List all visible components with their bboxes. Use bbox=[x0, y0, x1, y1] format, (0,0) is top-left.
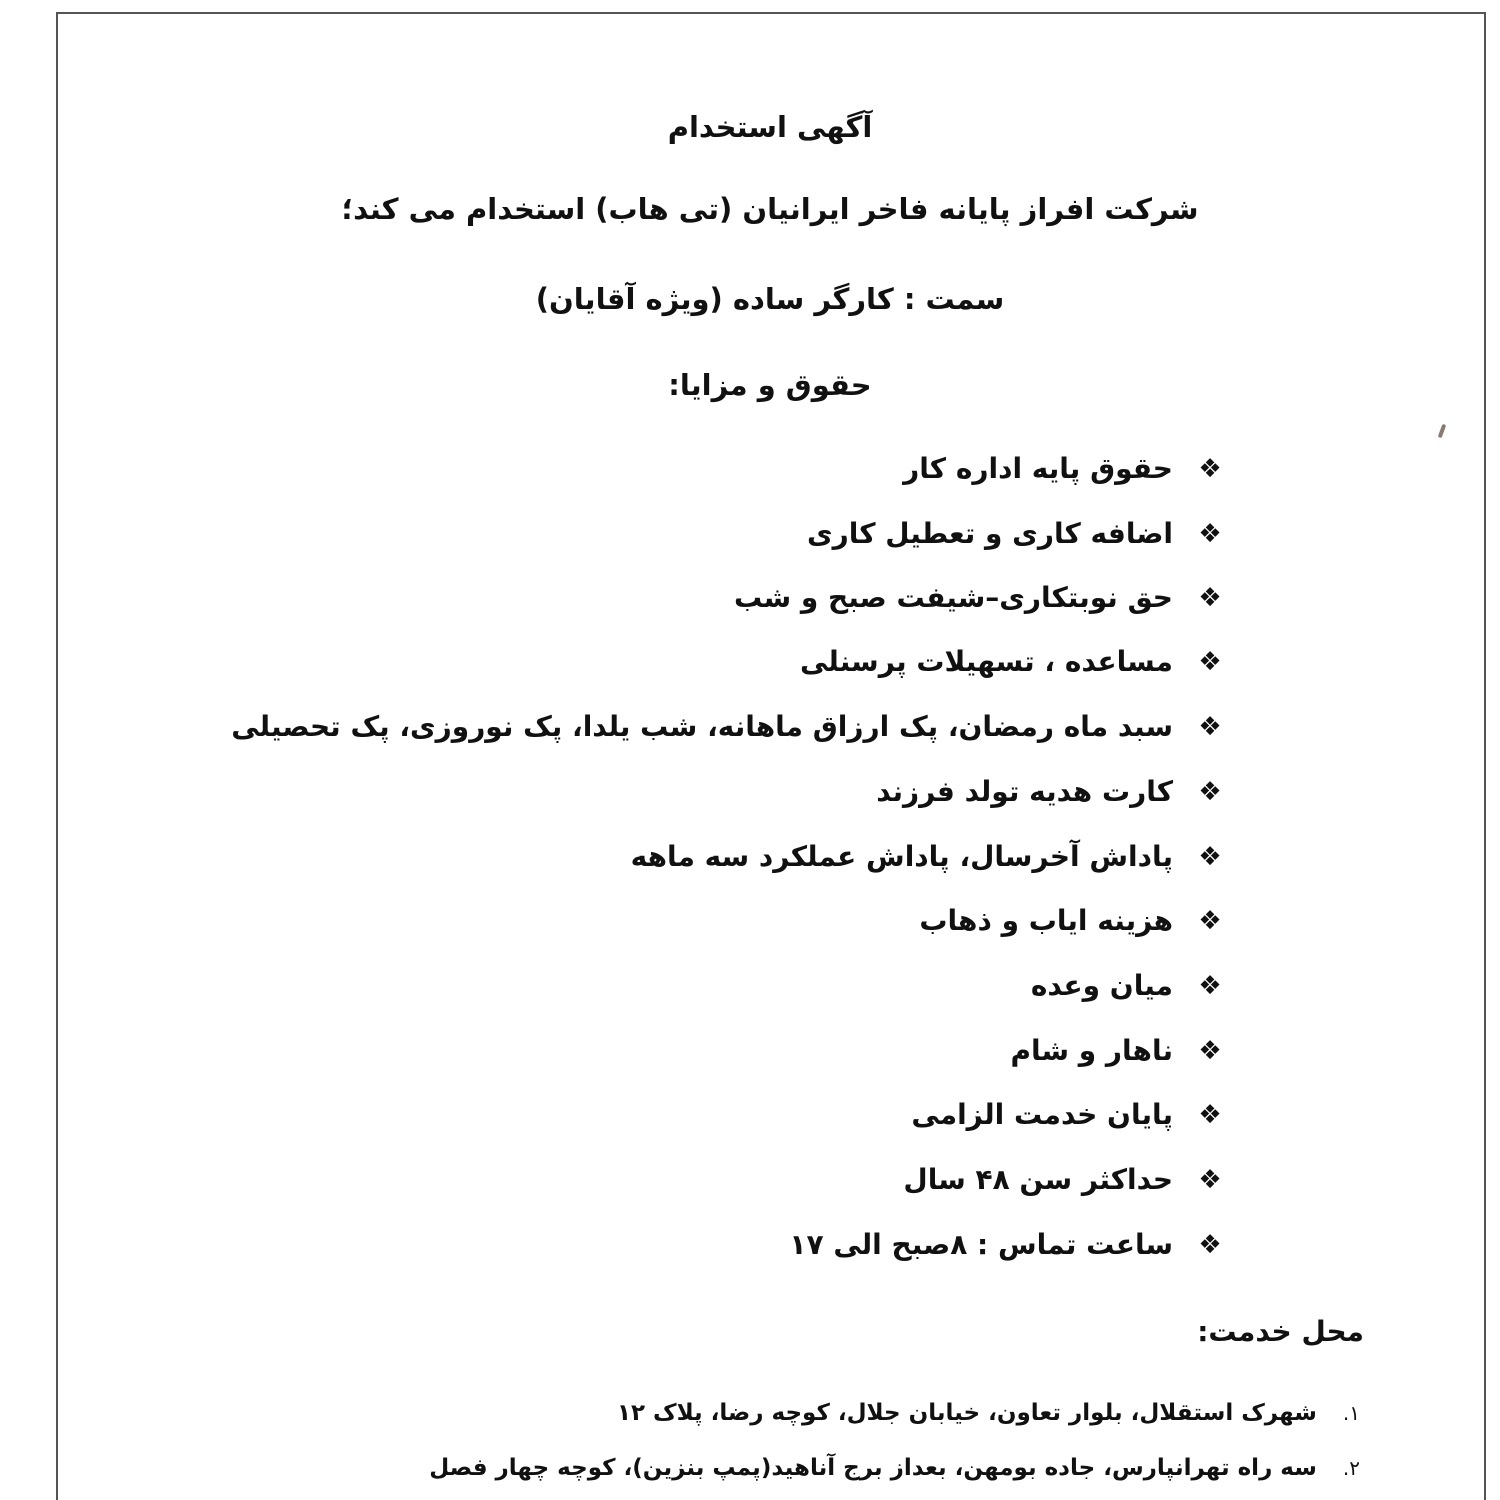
bullet-icon: ❖ bbox=[1198, 841, 1222, 872]
bullet-icon: ❖ bbox=[1198, 518, 1222, 549]
benefits-heading: حقوق و مزایا: bbox=[668, 368, 872, 402]
list-item bbox=[903, 452, 1225, 485]
list-item bbox=[631, 840, 1225, 873]
service-location-heading: محل خدمت: bbox=[1197, 1315, 1364, 1348]
list-item bbox=[789, 1228, 1225, 1261]
benefit-text: پاداش آخرسال، پاداش عملکرد سه ماهه bbox=[630, 840, 1173, 873]
bullet-icon: ❖ bbox=[1198, 776, 1222, 807]
benefit-text: مساعده ، تسهیلات پرسنلی bbox=[799, 645, 1173, 678]
bullet-icon: ❖ bbox=[1198, 1229, 1222, 1260]
bullet-icon: ❖ bbox=[1198, 905, 1222, 936]
list-item bbox=[231, 710, 1225, 743]
page-border bbox=[56, 12, 1486, 1500]
page-title: آگهی استخدام bbox=[667, 110, 873, 144]
bullet-icon: ❖ bbox=[1198, 453, 1222, 484]
company-line: شرکت افراز پایانه فاخر ایرانیان (تی هاب) استخدام می کند؛ bbox=[341, 192, 1199, 226]
benefit-text: پایان خدمت الزامی bbox=[911, 1098, 1173, 1131]
list-item bbox=[919, 904, 1225, 937]
list-item bbox=[876, 775, 1225, 808]
benefit-text: هزینه ایاب و ذهاب bbox=[919, 904, 1173, 937]
benefit-text: کارت هدیه تولد فرزند bbox=[876, 775, 1173, 808]
bullet-icon: ❖ bbox=[1198, 970, 1222, 1001]
benefit-text: اضافه کاری و تعطیل کاری bbox=[806, 517, 1173, 550]
address-item bbox=[429, 1455, 1360, 1481]
list-item bbox=[1010, 1034, 1225, 1067]
benefit-text: حداکثر سن ۴۸ سال bbox=[903, 1163, 1173, 1196]
position-line: سمت : کارگر ساده (ویژه آقایان) bbox=[535, 282, 1005, 316]
list-item bbox=[1031, 969, 1225, 1002]
benefit-text: میان وعده bbox=[1030, 969, 1173, 1002]
benefit-text: حق نوبتکاری–شیفت صبح و شب bbox=[733, 581, 1173, 614]
bullet-icon: ❖ bbox=[1198, 1035, 1222, 1066]
address-item bbox=[617, 1400, 1360, 1426]
benefit-text: ناهار و شام bbox=[1010, 1034, 1173, 1067]
bullet-icon: ❖ bbox=[1198, 646, 1222, 677]
benefit-text: سبد ماه رمضان، پک ارزاق ماهانه، شب یلدا، پک نوروزی، پک تحصیلی bbox=[231, 710, 1173, 743]
list-item bbox=[800, 645, 1225, 678]
address-text: شهرک استقلال، بلوار تعاون، خیابان جلال، کوچه رضا، پلاک ۱۲ bbox=[616, 1400, 1317, 1426]
benefit-text: ساعت تماس : ۸صبح الی ۱۷ bbox=[789, 1228, 1173, 1261]
address-number: ۱. bbox=[1342, 1401, 1360, 1425]
bullet-icon: ❖ bbox=[1198, 1164, 1222, 1195]
bullet-icon: ❖ bbox=[1198, 711, 1222, 742]
address-text: سه راه تهرانپارس، جاده بومهن، بعداز برج آناهید(پمپ بنزین)، کوچه چهار فصل bbox=[429, 1455, 1317, 1481]
list-item bbox=[903, 1163, 1225, 1196]
bullet-icon: ❖ bbox=[1198, 582, 1222, 613]
list-item bbox=[807, 517, 1225, 550]
list-item bbox=[734, 581, 1225, 614]
bullet-icon: ❖ bbox=[1198, 1099, 1222, 1130]
list-item bbox=[911, 1098, 1225, 1131]
address-number: ۲. bbox=[1342, 1456, 1360, 1480]
benefit-text: حقوق پایه اداره کار bbox=[903, 452, 1173, 485]
